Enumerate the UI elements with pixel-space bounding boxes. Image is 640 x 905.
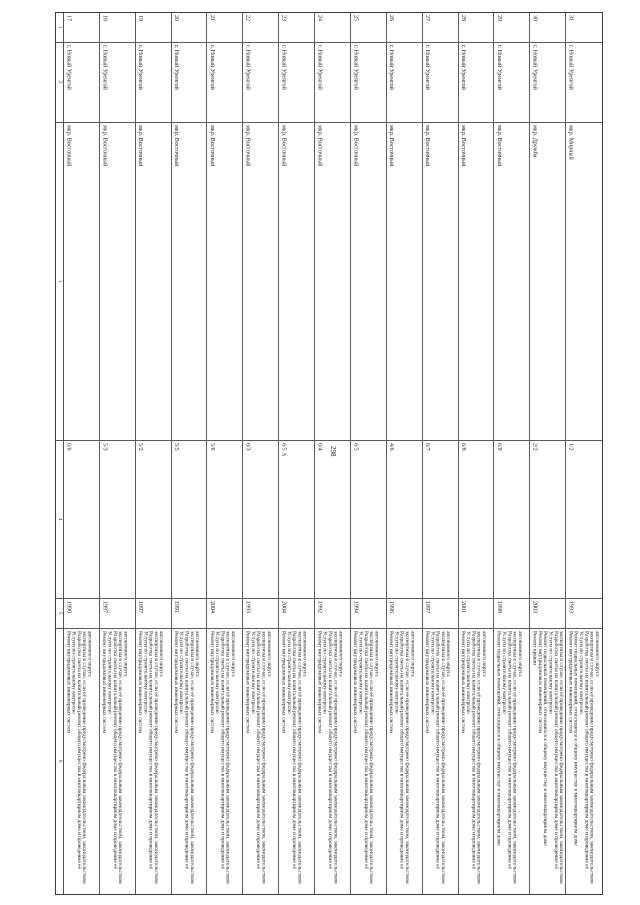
- year-cell: 1994: [351, 599, 387, 629]
- work-item: Ремонт внутридомовых инженерных систем: [352, 631, 359, 733]
- work-item: Разработка сметы на капитальный ремонт общего имущества в многоквартирном доме и проведение её экспертизы в случае, если её проведение предусмотрено федеральным законодательством, законодательством автономного округа: [75, 631, 93, 884]
- works-cell: [100, 629, 136, 894]
- work-item: Разработка сметы на капитальный ремонт общего имущества в многоквартирном доме и проведение её экспертизы в случае, если её проведение предусмотрено федеральным законодательством, законодательством автономного округа: [255, 631, 272, 884]
- work-item: Разработка сметы на капитальный ремонт общего имущества в многоквартирном доме и проведение её экспертизы в случае, если её проведение предусмотрено федеральным законодательством, законодательством автономного округа: [147, 631, 165, 884]
- row-number-cell: 29: [494, 13, 530, 43]
- work-item: Ремонт подвальных помещений, относящихся к общему имуществу в многоквартирном доме: [572, 631, 579, 846]
- year-cell: 2001: [459, 599, 495, 629]
- work-item: Разработка сметы на капитальный ремонт общего имущества в многоквартирном доме и проведение её экспертизы в случае, если её проведение предусмотрено федеральным законодательством, законодательством автономного округа: [434, 631, 452, 884]
- work-item: Услуги по строительному контролю: [393, 631, 400, 714]
- work-item: Ремонт внутридомовых инженерных систем: [567, 631, 574, 733]
- house-number-cell: 5/6: [207, 441, 243, 599]
- table-row: [279, 13, 315, 894]
- row-number-cell: 18: [100, 13, 136, 43]
- city-cell: г. Новый Уренгой: [243, 43, 279, 123]
- work-item: Ремонт внутридомовых инженерных систем: [172, 631, 179, 733]
- house-number-cell: 1/2: [566, 441, 602, 599]
- row-number-cell: 17: [64, 13, 100, 43]
- street-cell: мкр. Дружба: [530, 123, 566, 441]
- work-item: Ремонт внутридомовых инженерных систем: [536, 631, 543, 733]
- city-cell: г. Новый Уренгой: [315, 43, 351, 123]
- street-cell: мкр. Восточный: [423, 123, 459, 441]
- row-number-cell: 26: [387, 13, 423, 43]
- city-cell: г. Новый Уренгой: [100, 43, 136, 123]
- street-cell: мкр. Восточный: [207, 123, 243, 441]
- work-item: Услуги по строительному контролю: [465, 631, 472, 714]
- work-item: Ремонт внутридомовых инженерных систем: [316, 631, 323, 733]
- column-number-label: 4: [56, 441, 64, 599]
- works-cell: [566, 629, 602, 894]
- works-cell: [423, 629, 459, 894]
- year-cell: 1997: [136, 599, 172, 629]
- street-cell: мкр. Восточный: [351, 123, 387, 441]
- row-number-cell: 28: [459, 13, 495, 43]
- work-item: Услуги по строительному контролю: [357, 631, 364, 714]
- table-row: [64, 13, 100, 894]
- city-cell: г. Новый Уренгой: [64, 43, 100, 123]
- row-number-cell: 19: [136, 13, 172, 43]
- house-number-cell: 6/8: [459, 441, 495, 599]
- work-item: Разработка сметы на капитальный ремонт общего имущества в многоквартирном доме и проведение её экспертизы в случае, если её проведение предусмотрено федеральным законодательством, законодательством автономного округа: [111, 631, 129, 884]
- works-cell: [136, 629, 172, 894]
- house-number-cell: 5/5: [172, 441, 208, 599]
- work-item: Услуги по строительному контролю: [547, 631, 554, 714]
- table-row: [494, 13, 530, 894]
- table-row: [351, 13, 387, 894]
- works-cell: [459, 629, 495, 894]
- work-item: Ремонт внутридомовых инженерных систем: [244, 631, 251, 733]
- year-cell: 1993: [243, 599, 279, 629]
- work-item: Ремонт подвальных помещений, относящихся к общему имуществу в многоквартирном доме: [542, 631, 549, 846]
- works-cell: [530, 629, 566, 894]
- table-row: [459, 13, 495, 894]
- work-item: Разработка сметы на капитальный ремонт общего имущества в многоквартирном доме и проведение её экспертизы в случае, если её проведение предусмотрено федеральным законодательством, законодательством автономного округа: [506, 631, 523, 884]
- work-item: Услуги по строительному контролю: [285, 631, 292, 714]
- city-cell: г. Новый Уренгой: [494, 43, 530, 123]
- table-row: [136, 13, 172, 894]
- row-number-cell: 24: [315, 13, 351, 43]
- house-number-cell: 6/7: [423, 441, 459, 599]
- year-cell: 1992: [315, 599, 351, 629]
- work-item: Ремонт внутридомовых инженерных систем: [65, 631, 72, 733]
- work-item: Разработка сметы на капитальный ремонт общего имущества в многоквартирном доме и проведение её экспертизы в случае, если её проведение предусмотрено федеральным законодательством, законодательством автономного округа: [291, 631, 308, 884]
- column-number-label: 3: [56, 123, 64, 441]
- work-item: Услуги по строительному контролю: [214, 631, 221, 714]
- street-cell: мкр. Восточный: [315, 123, 351, 441]
- work-item: Услуги по строительному контролю: [429, 631, 436, 714]
- work-item: Разработка сметы на капитальный ремонт общего имущества в многоквартирном доме и проведение её экспертизы в случае, если её проведение предусмотрено федеральным законодательством, законодательством автономного округа: [583, 631, 600, 884]
- street-cell: мкр. Восточный: [279, 123, 315, 441]
- street-cell: мкр. Восточный: [64, 123, 100, 441]
- table-row: [172, 13, 208, 894]
- city-cell: г. Новый Уренгой: [136, 43, 172, 123]
- table-row: [100, 13, 136, 894]
- column-number-label: 1: [56, 13, 64, 43]
- year-cell: 1996: [387, 599, 423, 629]
- street-cell: мкр. Восточный: [459, 123, 495, 441]
- street-cell: мкр. Мирный: [566, 123, 602, 441]
- city-cell: г. Новый Уренгой: [207, 43, 243, 123]
- work-item: Услуги по строительному контролю: [70, 631, 77, 714]
- row-number-cell: 27: [423, 13, 459, 43]
- city-cell: г. Новый Уренгой: [423, 43, 459, 123]
- row-number-cell: 21: [207, 13, 243, 43]
- city-cell: г. Новый Уренгой: [279, 43, 315, 123]
- work-item: Услуги по строительному контролю: [249, 631, 256, 714]
- work-item: Услуги по строительному контролю: [106, 631, 113, 714]
- work-item: Услуги по строительному контролю: [500, 631, 507, 714]
- house-number-cell: 5/2: [136, 441, 172, 599]
- column-number-label: 5: [56, 599, 64, 629]
- work-item: Разработка сметы на капитальный ремонт общего имущества в многоквартирном доме и проведение её экспертизы в случае, если её проведение предусмотрено федеральным законодательством, законодательством автономного округа: [398, 631, 416, 884]
- work-item: Разработка сметы на капитальный ремонт общего имущества в многоквартирном доме и проведение её экспертизы в случае, если её проведение предусмотрено федеральным законодательством, законодательством автономного округа: [219, 631, 236, 884]
- city-cell: г. Новый Уренгой: [387, 43, 423, 123]
- year-cell: 1997: [423, 599, 459, 629]
- table-row: [243, 13, 279, 894]
- works-cell: [494, 629, 530, 894]
- year-cell: 2004: [279, 599, 315, 629]
- house-number-cell: 2/2: [530, 441, 566, 599]
- work-item: Ремонт внутридомовых инженерных систем: [388, 631, 395, 733]
- work-item: Ремонт внутридомовых инженерных систем: [459, 631, 466, 733]
- work-item: Разработка сметы на капитальный ремонт общего имущества в многоквартирном доме и проведение её экспертизы в случае, если её проведение предусмотрено федеральным законодательством, законодательством автономного округа: [552, 631, 567, 884]
- street-cell: мкр. Восточный: [243, 123, 279, 441]
- row-number-cell: 25: [351, 13, 387, 43]
- year-cell: 1998: [494, 599, 530, 629]
- house-number-cell: 6/9: [494, 441, 530, 599]
- row-number-cell: 23: [279, 13, 315, 43]
- works-cell: [279, 629, 315, 894]
- house-number-cell: 6/4: [315, 441, 351, 599]
- year-cell: 1997: [100, 599, 136, 629]
- works-cell: [315, 629, 351, 894]
- street-cell: мкр. Восточный: [172, 123, 208, 441]
- work-item: Услуги по строительному контролю: [178, 631, 185, 714]
- year-cell: 1991: [172, 599, 208, 629]
- street-cell: мкр. Восточный: [136, 123, 172, 441]
- house-number-cell: 6/5 А: [279, 441, 315, 599]
- street-cell: мкр. Восточный: [387, 123, 423, 441]
- work-item: Разработка сметы на капитальный ремонт общего имущества в многоквартирном доме и проведение её экспертизы в случае, если её проведение предусмотрено федеральным законодательством, законодательством автономного округа: [362, 631, 380, 884]
- year-cell: 2004: [207, 599, 243, 629]
- house-number-cell: 6/6: [64, 441, 100, 599]
- work-item: Разработка сметы на капитальный ремонт общего имущества в многоквартирном доме и проведение её экспертизы в случае, если её проведение предусмотрено федеральным законодательством, законодательством автономного округа: [470, 631, 488, 884]
- table-row: [566, 13, 602, 894]
- table-row: [423, 13, 459, 894]
- table-row: [387, 13, 423, 894]
- year-cell: 1990: [64, 599, 100, 629]
- column-number-label: 6: [56, 629, 64, 894]
- work-item: Ремонт внутридомовых инженерных систем: [208, 631, 215, 733]
- row-number-cell: 30: [530, 13, 566, 43]
- work-item: Ремонт подвальных помещений, относящихся к общему имуществу в многоквартирном доме: [495, 631, 502, 846]
- city-cell: г. Новый Уренгой: [351, 43, 387, 123]
- work-item: Услуги по строительному контролю: [321, 631, 328, 714]
- work-item: Разработка сметы на капитальный ремонт общего имущества в многоквартирном доме и проведение её экспертизы в случае, если её проведение предусмотрено федеральным законодательством, законодательством автономного округа: [183, 631, 201, 884]
- year-cell: 1993: [566, 599, 602, 629]
- works-cell: [64, 629, 100, 894]
- work-item: Ремонт внутридомовых инженерных систем: [423, 631, 430, 733]
- works-cell: [172, 629, 208, 894]
- table-row: [530, 13, 566, 894]
- house-number-cell: 4/6: [387, 441, 423, 599]
- work-item: Разработка сметы на капитальный ремонт общего имущества в многоквартирном доме и проведение её экспертизы в случае, если её проведение предусмотрено федеральным законодательством, законодательством автономного округа: [326, 631, 344, 884]
- row-number-cell: 22: [243, 13, 279, 43]
- street-cell: мкр. Восточный: [100, 123, 136, 441]
- city-cell: г. Новый Уренгой: [172, 43, 208, 123]
- page-number: 298: [329, 446, 337, 457]
- city-cell: г. Новый Уренгой: [566, 43, 602, 123]
- row-number-cell: 31: [566, 13, 602, 43]
- works-cell: [207, 629, 243, 894]
- table-row: [207, 13, 243, 894]
- year-cell: 2003: [530, 599, 566, 629]
- street-cell: мкр. Восточный: [494, 123, 530, 441]
- works-cell: [351, 629, 387, 894]
- work-item: Услуги по строительному контролю: [142, 631, 149, 714]
- city-cell: г. Новый Уренгой: [530, 43, 566, 123]
- column-number-label: 2: [56, 43, 64, 123]
- work-item: Ремонт внутридомовых инженерных систем: [280, 631, 287, 733]
- row-number-cell: 20: [172, 13, 208, 43]
- works-cell: [243, 629, 279, 894]
- work-item: Услуги по строительному контролю: [578, 631, 585, 714]
- work-item: Ремонт крыши: [531, 631, 538, 665]
- works-cell: [387, 629, 423, 894]
- work-item: Ремонт внутридомовых инженерных систем: [101, 631, 108, 733]
- house-number-cell: 6/5: [351, 441, 387, 599]
- house-number-cell: 6/3: [243, 441, 279, 599]
- city-cell: г. Новый Уренгой: [459, 43, 495, 123]
- house-number-cell: 5/3: [100, 441, 136, 599]
- work-item: Ремонт внутридомовых инженерных систем: [137, 631, 144, 733]
